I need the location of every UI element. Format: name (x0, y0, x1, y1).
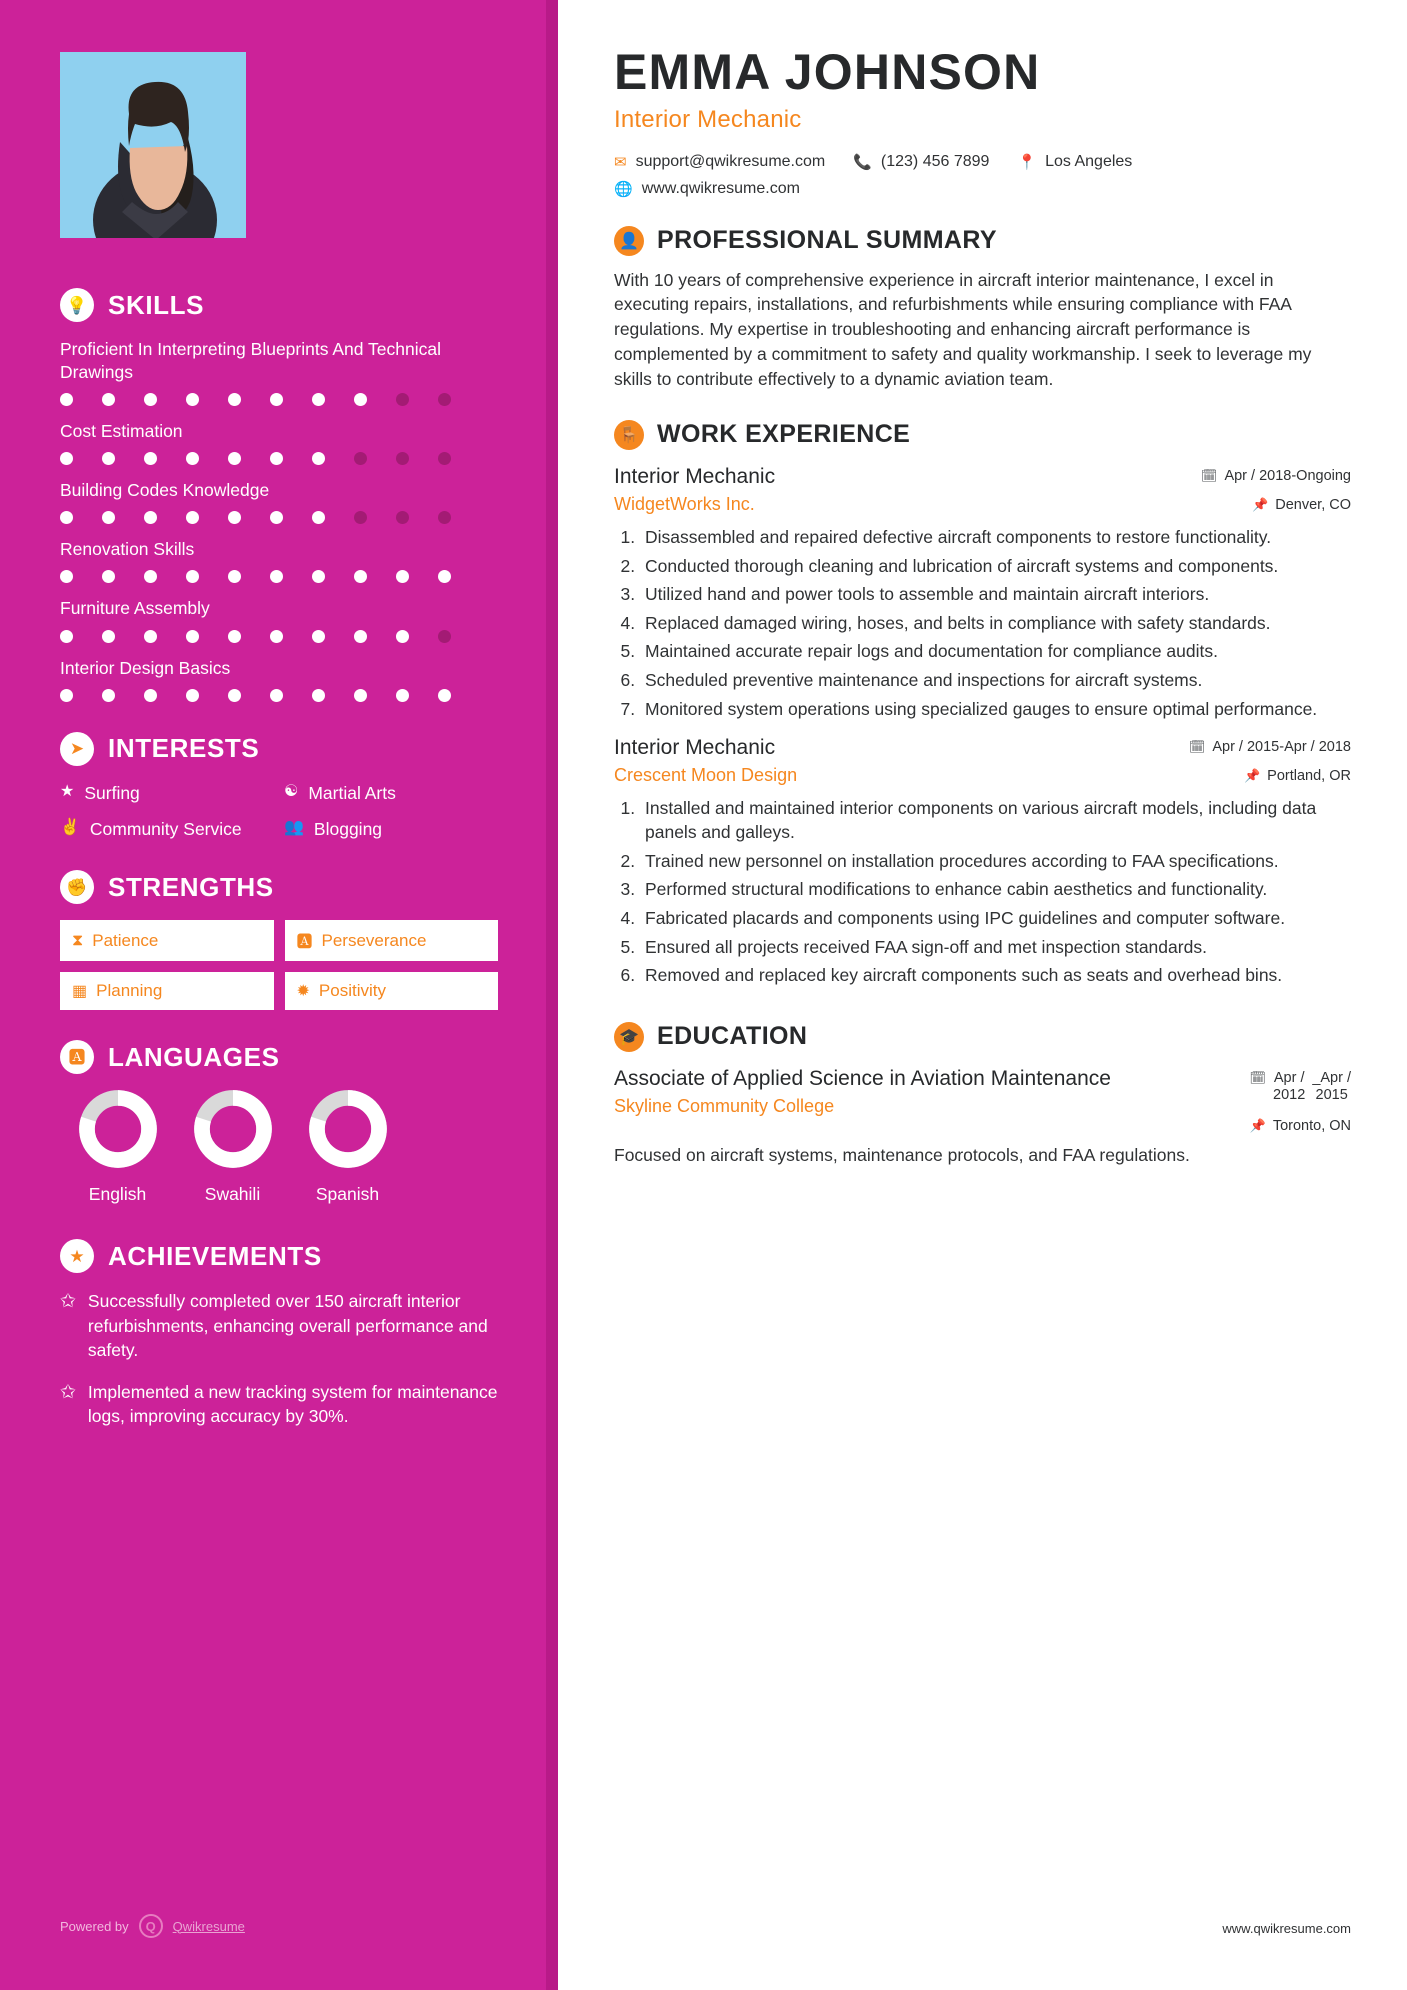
skill-dot (228, 511, 241, 524)
skill-dot (396, 393, 409, 406)
qwikresume-link[interactable]: Qwikresume (172, 1918, 245, 1934)
skill-dot (186, 689, 199, 702)
skill-row (60, 338, 498, 406)
mountain-icon: 🅰 (296, 934, 313, 952)
education-identity (614, 1066, 1111, 1117)
skill-label: Cost Estimation (60, 421, 183, 442)
skill-dot (102, 630, 115, 643)
skill-dot (438, 570, 451, 583)
skill-dot (312, 393, 325, 406)
strengths-title: STRENGTHS (108, 871, 274, 902)
job-identity (614, 464, 775, 515)
skill-dot (60, 393, 73, 406)
education-header (614, 1022, 1351, 1052)
interest-label: Martial Arts (308, 782, 396, 803)
skill-dot (144, 511, 157, 524)
job-bullet: 3. Performed structural modifications to enhance cabin aesthetics and functionality. (640, 878, 1351, 902)
skill-dot (396, 630, 409, 643)
education-date-from: Apr / 2012 (1273, 1069, 1306, 1104)
skill-rating (60, 452, 498, 465)
main-content (558, 0, 1407, 1990)
shooting-star-icon: ✩ (60, 1291, 76, 1313)
language-item (290, 1090, 405, 1205)
summary-text: With 10 years of comprehensive experience in aircraft interior maintenance, I excel in executing repairs, installations, and refurbishments while ensuring compliance with FAA regulations. My expertise in troubleshooting and enhancing aircraft performance is complemented by a commitment to safety and quality workmanship. I seek to leverage my skills to contribute effectively to a dynamic aviation team. (614, 269, 1312, 389)
job-bullet: 4. Fabricated placards and components using IPC guidelines and computer software. (640, 907, 1351, 931)
education-location: Toronto, ON (1272, 1117, 1351, 1134)
contact-block (614, 153, 1351, 198)
language-donut-chart (194, 1090, 272, 1168)
skill-label: Renovation Skills (60, 539, 195, 560)
email-value: support@qwikresume.com (635, 152, 826, 170)
skill-dot (186, 452, 199, 465)
contact-line-2 (614, 180, 1351, 198)
achievements-header (60, 1239, 498, 1273)
skill-dot (228, 570, 241, 583)
job-location-line (1201, 497, 1351, 513)
strength-item (285, 920, 499, 961)
strength-label: Planning (96, 981, 163, 1001)
languages-title: LANGUAGES (108, 1041, 280, 1072)
education-list (614, 1066, 1351, 1167)
summary-header (614, 226, 1351, 256)
languages-header (60, 1040, 498, 1074)
achievements-title: ACHIEVEMENTS (108, 1240, 322, 1271)
achievement-text: Successfully completed over 150 aircraft interior refurbishments, enhancing overall performance and safety. (87, 1291, 488, 1360)
job-location: Denver, CO (1275, 496, 1351, 513)
education-section (614, 1022, 1351, 1167)
skill-dot (60, 511, 73, 524)
job-bullet: 2. Trained new personnel on installation procedures according to FAA specifications. (640, 850, 1351, 874)
skill-dot (228, 452, 241, 465)
job-location: Portland, OR (1267, 768, 1351, 785)
skill-rating (60, 570, 498, 583)
skill-dot (102, 689, 115, 702)
job-bullet: 5. Maintained accurate repair logs and documentation for compliance audits. (640, 640, 1351, 664)
jobs-list (614, 464, 1351, 988)
skill-dot (60, 630, 73, 643)
envelope-icon: ✉ (614, 153, 627, 171)
strengths-header (60, 870, 498, 904)
skill-label: Building Codes Knowledge (60, 480, 270, 501)
skill-label: Furniture Assembly (60, 598, 210, 619)
contact-line-1 (614, 153, 1351, 171)
lightbulb-icon: 💡 (60, 288, 94, 322)
calendar-icon: 🗓 (1188, 739, 1206, 755)
skills-section (60, 288, 498, 702)
education-date-to: _Apr / 2015 (1312, 1069, 1351, 1104)
interests-list (60, 782, 498, 841)
qwikresume-logo-icon: Q (139, 1914, 163, 1938)
summary-title: PROFESSIONAL SUMMARY (657, 226, 997, 254)
skill-rating (60, 630, 498, 643)
job-date-line (1189, 739, 1351, 755)
achievement-item (60, 1380, 498, 1428)
skill-dot (354, 630, 367, 643)
interest-label: Blogging (313, 819, 383, 840)
job-bullet: 5. Ensured all projects received FAA sign-off and met inspection standards. (640, 936, 1351, 960)
interests-section (60, 732, 498, 841)
education-date-line (1250, 1070, 1351, 1105)
job-company: WidgetWorks Inc. (614, 493, 755, 514)
hourglass-icon: ⧗ (72, 931, 84, 949)
skill-dot (396, 452, 409, 465)
strengths-list (60, 920, 498, 1010)
skill-dot (186, 570, 199, 583)
graduation-cap-icon: 🎓 (614, 1022, 644, 1052)
skill-rating (60, 689, 498, 702)
skill-row (60, 479, 498, 524)
skill-dot (270, 630, 283, 643)
job-header (614, 464, 1351, 515)
phone-value: (123) 456 7899 (880, 152, 990, 170)
skills-title: SKILLS (108, 289, 205, 320)
achievement-text: Implemented a new tracking system for maintenance logs, improving accuracy by 30%. (87, 1381, 498, 1426)
job-meta (1201, 464, 1351, 513)
language-donut-chart (79, 1090, 157, 1168)
sidebar (0, 0, 558, 1990)
job-bullet: 4. Replaced damaged wiring, hoses, and belts in compliance with safety standards. (640, 612, 1351, 636)
skill-dot (102, 570, 115, 583)
job-bullet: 1. Disassembled and repaired defective aircraft components to restore functionality. (640, 526, 1351, 550)
martial-arts-icon: ☯ (284, 782, 299, 800)
languages-list (60, 1090, 498, 1205)
language-label: Spanish (315, 1184, 380, 1205)
achievements-list (60, 1289, 498, 1428)
location-item (1017, 153, 1132, 171)
skill-dot (270, 511, 283, 524)
skill-dot (354, 689, 367, 702)
job-bullets (640, 526, 1351, 721)
strength-item (285, 972, 499, 1010)
skill-dot (186, 393, 199, 406)
skill-dot (270, 570, 283, 583)
experience-section (614, 420, 1351, 988)
skill-rating (60, 393, 498, 406)
skill-dot (228, 393, 241, 406)
map-pin-icon: 📌 (1243, 768, 1261, 784)
education-degree: Associate of Applied Science in Aviation Maintenance (614, 1066, 1111, 1090)
interest-item (284, 818, 498, 840)
strength-item (60, 972, 274, 1010)
skill-row (60, 597, 498, 642)
education-meta (1250, 1066, 1351, 1134)
phone-icon: 📞 (853, 153, 872, 171)
skill-dot (438, 452, 451, 465)
skill-row (60, 538, 498, 583)
job-bullets (640, 797, 1351, 987)
skill-dot (312, 630, 325, 643)
skill-dot (396, 570, 409, 583)
education-school: Skyline Community College (614, 1096, 835, 1117)
language-label: English (88, 1184, 147, 1205)
strength-label: Positivity (318, 981, 386, 1001)
job-bullet: 1. Installed and maintained interior components on various aircraft models, including data panels and galleys. (640, 797, 1351, 844)
education-location-line (1250, 1118, 1351, 1134)
skill-dot (396, 689, 409, 702)
map-pin-icon: 📍 (1017, 153, 1037, 171)
footer-website: www.qwikresume.com (1222, 1921, 1351, 1936)
email-item[interactable] (614, 153, 825, 171)
skill-row (60, 657, 498, 702)
globe-icon: 🌐 (614, 180, 633, 198)
skill-dot (354, 393, 367, 406)
education-description: Focused on aircraft systems, maintenance protocols, and FAA regulations. (614, 1144, 1190, 1165)
language-item (60, 1090, 175, 1205)
interests-title: INTERESTS (108, 733, 260, 764)
phone-item[interactable] (853, 153, 989, 171)
powered-by-label: Powered by (60, 1918, 129, 1934)
skills-list (60, 338, 498, 702)
interests-header (60, 732, 498, 766)
language-donut-chart (309, 1090, 387, 1168)
job-date: Apr / 2018-Ongoing (1224, 467, 1351, 484)
map-pin-icon: 📌 (1249, 1117, 1266, 1133)
star-badge-icon: ★ (60, 1239, 94, 1273)
skill-dot (396, 511, 409, 524)
job-date: Apr / 2015-Apr / 2018 (1212, 739, 1351, 756)
calendar-icon: 🗓 (1200, 467, 1218, 483)
strengths-section (60, 870, 498, 1010)
education-title: EDUCATION (657, 1022, 808, 1051)
skill-dot (186, 630, 199, 643)
skill-dot (438, 511, 451, 524)
job-identity (614, 735, 797, 786)
star-icon: ★ (60, 782, 75, 800)
website-item[interactable] (614, 180, 800, 198)
skill-dot (312, 511, 325, 524)
experience-header (614, 420, 1351, 450)
job-company: Crescent Moon Design (614, 765, 798, 786)
job-bullet: 2. Conducted thorough cleaning and lubrication of aircraft systems and components. (640, 555, 1351, 579)
strength-item (60, 920, 274, 961)
skill-dot (102, 511, 115, 524)
interest-item (60, 782, 274, 804)
skill-dot (144, 689, 157, 702)
interest-item (284, 782, 498, 804)
skill-dot (312, 689, 325, 702)
people-icon: 👥 (284, 819, 304, 837)
interest-label: Surfing (84, 782, 140, 803)
job-date-line (1201, 468, 1351, 484)
avatar (60, 52, 246, 238)
skill-dot (102, 393, 115, 406)
language-label: Swahili (204, 1184, 261, 1205)
achievements-section (60, 1239, 498, 1428)
skill-dot (60, 570, 73, 583)
skill-dot (438, 689, 451, 702)
interest-item (60, 818, 274, 840)
skill-dot (144, 393, 157, 406)
skill-dot (186, 511, 199, 524)
strength-label: Patience (92, 930, 159, 950)
skills-header (60, 288, 498, 322)
hand-icon: ✌ (60, 819, 80, 837)
fist-icon: ✊ (60, 870, 94, 904)
location-value: Los Angeles (1045, 152, 1133, 170)
job-entry (614, 735, 1351, 988)
skill-dot (144, 630, 157, 643)
strength-label: Perseverance (321, 930, 427, 950)
job-title: Interior Mechanic (614, 736, 776, 760)
job-meta (1189, 735, 1351, 784)
language-item (175, 1090, 290, 1205)
page-title: EMMA JOHNSON (614, 44, 1041, 100)
job-bullet: 6. Scheduled preventive maintenance and inspections for aircraft systems. (640, 669, 1351, 693)
job-bullet: 3. Utilized hand and power tools to assemble and maintain aircraft interiors. (640, 583, 1351, 607)
job-bullet: 6. Removed and replaced key aircraft components such as seats and overhead bins. (640, 964, 1351, 988)
paper-plane-icon: ➤ (60, 732, 94, 766)
website-value: www.qwikresume.com (641, 179, 800, 197)
skill-dot (270, 452, 283, 465)
skill-dot (438, 630, 451, 643)
skill-row (60, 420, 498, 465)
skill-dot (354, 452, 367, 465)
job-header (614, 735, 1351, 786)
shooting-star-icon: ✩ (60, 1381, 76, 1403)
skill-dot (228, 689, 241, 702)
skill-dot (354, 570, 367, 583)
sidebar-footer (60, 1914, 245, 1938)
job-location-line (1189, 768, 1351, 784)
job-title: Interior Mechanic (614, 464, 776, 488)
job-entry (614, 464, 1351, 722)
user-circle-icon: 👤 (614, 226, 644, 256)
map-pin-icon: 📌 (1252, 496, 1269, 512)
skill-rating (60, 511, 498, 524)
languages-section (60, 1040, 498, 1205)
skill-dot (270, 393, 283, 406)
skill-dot (270, 689, 283, 702)
skill-dot (312, 452, 325, 465)
calendar-icon: ▦ (72, 983, 88, 1001)
sun-icon: ✹ (296, 983, 310, 1001)
summary-section (614, 226, 1351, 392)
skill-dot (228, 630, 241, 643)
briefcase-icon: 🪑 (614, 420, 644, 450)
interest-label: Community Service (89, 819, 242, 840)
education-header-row (614, 1066, 1351, 1134)
achievement-item (60, 1289, 498, 1361)
translate-icon: 🅰 (60, 1040, 94, 1074)
experience-title: WORK EXPERIENCE (657, 420, 911, 449)
skill-dot (102, 452, 115, 465)
job-role-subtitle: Interior Mechanic (614, 105, 802, 133)
calendar-icon: 🗓 (1249, 1069, 1267, 1085)
job-bullet: 7. Monitored system operations using specialized gauges to ensure optimal performance. (640, 698, 1351, 722)
skill-dot (438, 393, 451, 406)
skill-dot (312, 570, 325, 583)
skill-label: Proficient In Interpreting Blueprints And Technical Drawings (60, 339, 442, 383)
education-entry (614, 1066, 1351, 1167)
skill-dot (60, 689, 73, 702)
skill-dot (144, 452, 157, 465)
sidebar-accent-strip (546, 0, 558, 1990)
skill-dot (60, 452, 73, 465)
skill-label: Interior Design Basics (60, 657, 231, 678)
skill-dot (144, 570, 157, 583)
skill-dot (354, 511, 367, 524)
